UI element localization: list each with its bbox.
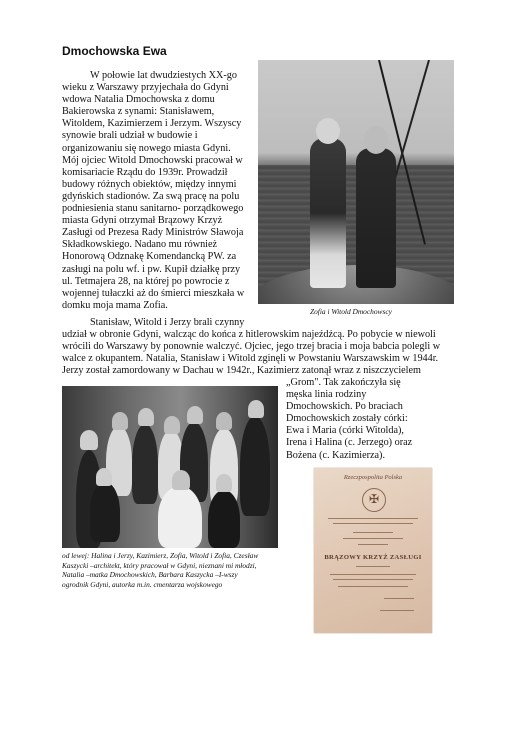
text-line: Honorową Odznakę Komendancką PW. za [62,251,237,263]
photo2-caption [62,551,282,589]
text-line: wdowa Natalia Dmochowska z domu [62,94,215,106]
text-line: Natalia –matka Dmochowskich, Barbara Kaszycka –I-wszy [62,570,238,580]
text-line: Dmochowskich. Po braciach [286,401,403,413]
diploma-header: Rzeczpospolita Polska [343,474,403,481]
paragraph-daughters [286,377,456,462]
text-line: ul. Tetmajera 28, na której po powrocie z [62,275,230,287]
text-line: Irena i Halina (c. Jerzego) oraz [286,437,413,449]
text-line: walce z okupantem. Natalia, Stanisław i Witold zginęli w Powstaniu Warszawskim w 1944r. [62,353,439,365]
text-line: komisariacie Rządu do 1939r. Prowadził [62,166,228,178]
cross-emblem-icon: ✠ [369,492,380,506]
photo-family-group [62,386,278,548]
page-title: Dmochowska Ewa [62,44,167,58]
text-line: wrócili do Warszawy by ponownie walczyć. Ojciec, jego trzej bracia i moja babcia polegli w [62,341,441,353]
text-line: Ewa i Maria (córki Witolda), [286,425,404,437]
text-line: Zasługi od Prezesa Rady Ministrów Sławoja [62,227,244,239]
text-line: miasta Gdyni otrzymał Brązowy Krzyż [62,215,223,227]
text-line: Bakierowska z synami: Stanisławem, [62,106,215,118]
paragraph-war [62,317,462,377]
text-line: Jerzy został zamordowany w Dachau w 1942r., Kazimierz zatonął wraz z niszczycielem [62,365,421,377]
text-line: organizowaniu się nowego miasta Gdyni. [62,142,231,154]
photo-zofia-witold [258,60,454,304]
text-line: Stanisław, Witold i Jerzy brali czynny [90,317,245,328]
text-line: „Grom". Tak zakończyła się [286,377,401,388]
text-line: Składkowskiego. Nadano mu również [62,239,218,251]
text-line: W połowie lat dwudziestych XX-go [90,70,237,81]
diploma-title: BRĄZOWY KRZYŻ ZASŁUGI [324,554,422,561]
text-line: synowie brali udział w budowie i [62,130,198,142]
text-line: męska linia rodziny [286,389,367,401]
text-line: domku moja mama Zofia. [62,299,168,311]
text-line: budowy różnych obiektów, między innymi [62,178,237,190]
text-line: Kaszycki –architekt, który pracował w Gdyni, nieznani mi młodzi, [62,560,257,570]
text-line: ogrodnik Gdyni, autorka m.in. cmentarza wojskowego [62,579,223,589]
paragraph-intro [62,70,250,312]
text-line: udział w obronie Gdyni, walcząc do końca z hitlerowskim najeźdźcą. Po pobycie w niewoli [62,329,436,341]
text-line: podniesienia stanu sanitarno- porządkowego [62,203,244,215]
text-line: wojennej tułaczki aż do śmierci mieszkała w [62,287,245,299]
text-line: Bożena (c. Kazimierza). [286,449,385,461]
text-line: od lewej: Halina i Jerzy, Kazimierz, Zofia, Witold i Zofia, Czesław [62,551,259,560]
photo1-caption: Zofia i Witold Dmochowscy [310,307,392,316]
text-line: Dmochowskich zostały córki: [286,413,408,425]
bronze-cross-diploma [314,468,432,633]
text-line: gdyńskich stadionów. Za swą pracę na polu [62,190,240,202]
text-line: wieku z Warszawy przyjechała do Gdyni [62,82,229,94]
text-line: Witoldem, Kazimierzem i Jerzym. Wszyscy [62,118,242,130]
text-line: Mój ojciec Witold Dmochowski pracował w [62,154,243,166]
text-line: zasługi na polu wf. i pw. Kupił działkę przy [62,263,241,275]
